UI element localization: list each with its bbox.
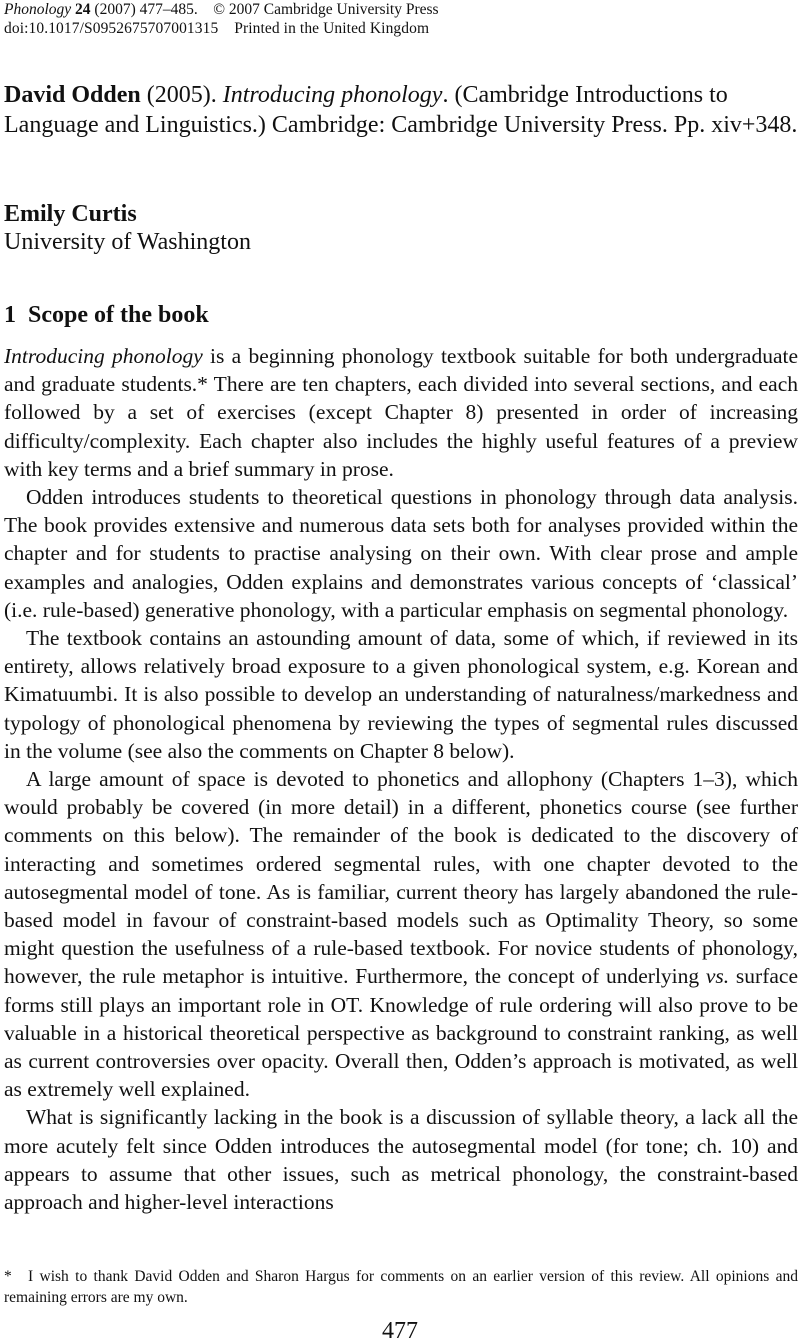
paragraph-1-title: Introducing phonology: [4, 344, 203, 368]
page-number: 477: [382, 1318, 418, 1344]
reviewer-name: Emily Curtis: [4, 201, 137, 227]
copyright-notice: © 2007 Cambridge University Press: [213, 1, 439, 18]
paragraph-4-vs: vs.: [705, 964, 730, 989]
paragraph-4: [4, 765, 798, 1103]
book-citation: [4, 80, 798, 140]
journal-year-pages: (2007) 477–485.: [94, 1, 198, 18]
book-details: . (Cambridge Introductions to Language and Linguistics.) Cambridge: Cambridge University Press. Pp. xiv+348.: [4, 82, 798, 138]
book-author: David Odden: [4, 82, 141, 108]
footnote: [4, 1266, 798, 1308]
paragraph-4-part-b: surface forms still plays an important role in OT. Knowledge of rule ordering will also prove to be valuable in a historical theoretical perspective as background to constraint ranking, as well as current controversies over opacity. Overall then, Odden’s approach is motivated, as well as extremely well explained.: [4, 964, 798, 1102]
section-title: Scope of the book: [28, 302, 209, 328]
book-year: (2005).: [146, 82, 217, 108]
printed-location: Printed in the United Kingdom: [234, 20, 430, 37]
reviewer-affiliation: University of Washington: [4, 229, 251, 255]
paragraph-4-part-a: A large amount of space is devoted to phonetics and allophony (Chapters 1–3), which would probably be covered (in more detail) in a different, phonetics course (see further comments on this below). The remainder of the book is dedicated to the discovery of interacting and sometimes ordered segmental rules, with one chapter devoted to the autosegmental model of tone. As is familiar, current theory has largely abandoned the rule-based model in favour of constraint-based models such as Optimality Theory, so some might question the usefulness of a rule-based textbook. For novice students of phonology, however, the rule metaphor is intuitive. Furthermore, the concept of underlying: [4, 767, 798, 989]
running-header: [4, 0, 439, 38]
footnote-mark: *: [4, 1268, 12, 1285]
journal-volume: 24: [75, 1, 91, 18]
paragraph-1-text: is a beginning phonology textbook suitable for both undergraduate and graduate students.* There are ten chapters, each divided into several sections, and each followed by a set of exercises (except Chapter 8) presented in order of increasing difficulty/complexity. Each chapter also includes the highly useful features of a preview with key terms and a brief summary in prose.: [4, 344, 799, 481]
footnote-text: I wish to thank David Odden and Sharon Hargus for comments on an earlier version of this review. All opinions and remaining errors are my own.: [4, 1268, 798, 1306]
body-text: [4, 342, 798, 1216]
paragraph-2: Odden introduces students to theoretical questions in phonology through data analysis. The book provides extensive and numerous data sets both for analyses provided within the chapter and for students to practise analysing on their own. With clear prose and ample examples and analogies, Odden explains and demonstrates various concepts of ‘classical’ (i.e. rule-based) generative phonology, with a particular emphasis on segmental phonology.: [4, 485, 798, 622]
section-heading: [4, 300, 209, 330]
doi: doi:10.1017/S0952675707001315: [4, 20, 219, 37]
book-title: Introducing phonology: [222, 82, 443, 108]
journal-name: Phonology: [4, 1, 72, 18]
paragraph-5: What is significantly lacking in the book is a discussion of syllable theory, a lack all the more acutely felt since Odden introduces the autosegmental model (for tone; ch. 10) and appears to assume that other issues, such as metrical phonology, the constraint-based approach and higher-level interactions: [4, 1105, 798, 1215]
section-number: 1: [4, 302, 16, 328]
header-line-2: [4, 19, 439, 38]
paragraph-1: [4, 342, 798, 483]
paragraph-3: The textbook contains an astounding amount of data, some of which, if reviewed in its entirety, allows relatively broad exposure to a given phonological system, e.g. Korean and Kimatuumbi. It is also possible to develop an understanding of naturalness/markedness and typology of phonological phenomena by reviewing the types of segmental rules discussed in the volume (see also the comments on Chapter 8 below).: [4, 626, 798, 763]
reviewer-block: [4, 200, 251, 256]
header-line-1: [4, 0, 439, 19]
